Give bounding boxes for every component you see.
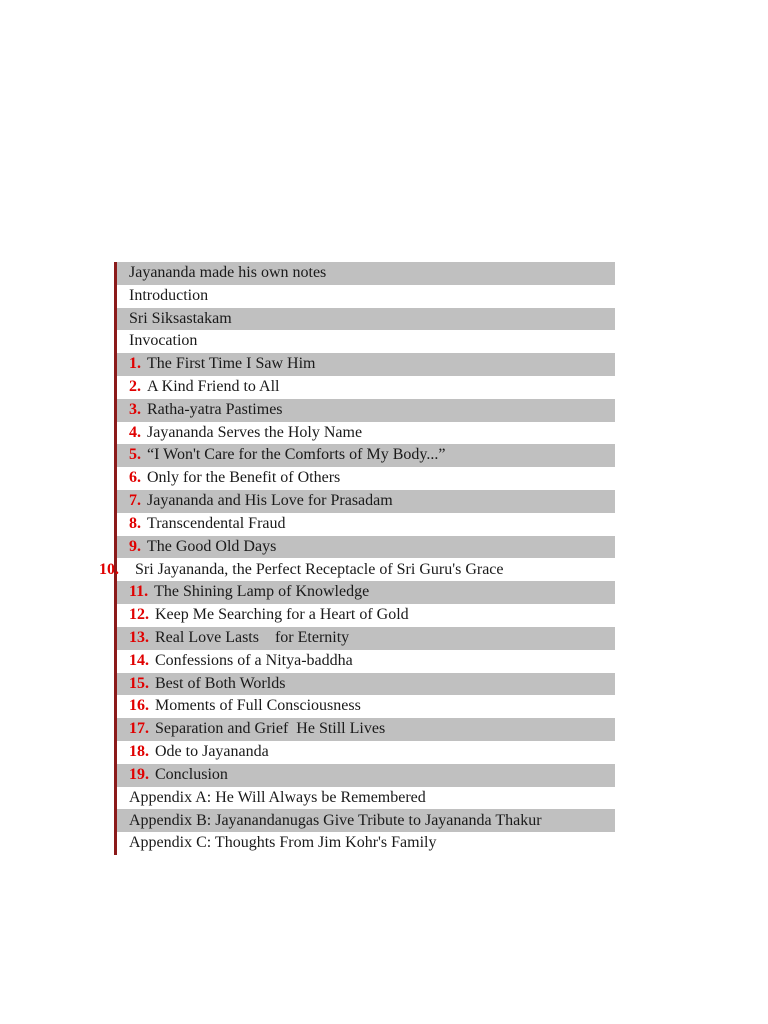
toc-entry-line	[129, 515, 286, 532]
toc-entry	[117, 513, 615, 536]
toc-entry-line	[129, 469, 340, 486]
toc-entry-title: Best of Both Worlds	[155, 674, 286, 692]
toc-entry-number: 1.	[129, 355, 141, 373]
toc-entry-line	[129, 629, 349, 646]
toc-entry-number: 6.	[129, 469, 141, 487]
toc-entry-number: 3.	[129, 400, 141, 418]
toc-entry	[117, 604, 615, 627]
toc-entry-title: Keep Me Searching for a Heart of Gold	[155, 606, 409, 624]
toc-entry-line: 10. Sri Jayananda, the Perfect Receptacle of Sri Guru's Grace	[99, 561, 504, 579]
table-of-contents	[99, 262, 615, 855]
toc-entry-number: 5.	[129, 446, 141, 464]
toc-entry-line	[129, 332, 197, 349]
toc-entry-line	[129, 606, 409, 623]
toc-entry-line	[129, 446, 445, 463]
toc-entry-number: 14.	[129, 651, 149, 669]
toc-entry-title: Only for the Benefit of Others	[147, 469, 341, 487]
toc-entry	[117, 262, 615, 285]
toc-entry	[117, 581, 615, 604]
toc-entry	[99, 558, 615, 581]
toc-entry-title: Real Love Lasts for Eternity	[155, 628, 350, 646]
toc-entry	[117, 444, 615, 467]
toc-entry	[117, 536, 615, 559]
toc-entry	[117, 764, 615, 787]
toc-entry	[117, 673, 615, 696]
toc-entry-line	[129, 492, 393, 509]
toc-entry-title: Jayananda made his own notes	[129, 264, 327, 281]
toc-entry	[117, 308, 615, 331]
toc-entry	[117, 809, 615, 832]
toc-entry-line	[129, 310, 232, 327]
toc-entry-line	[129, 720, 385, 737]
toc-entry-line	[129, 652, 353, 669]
toc-entry-number: 2.	[129, 377, 141, 395]
toc-entry	[117, 376, 615, 399]
toc-entry-line	[129, 287, 208, 304]
toc-entry-title: Jayananda and His Love for Prasadam	[147, 491, 393, 509]
toc-entry-number: 12.	[129, 606, 149, 624]
toc-entry-title: Appendix C: Thoughts From Jim Kohr's Family	[129, 834, 437, 852]
toc-entry-title: Jayananda Serves the Holy Name	[147, 423, 363, 441]
toc-entry-number: 8.	[129, 514, 141, 532]
toc-entry-line	[129, 675, 285, 692]
toc-entry-line	[129, 766, 228, 783]
toc-entry-title: Separation and Grief He Still Lives	[155, 720, 386, 738]
toc-entry-title: Appendix A: He Will Always be Remembered	[129, 788, 426, 806]
toc-entry-title: Ratha-yatra Pastimes	[147, 400, 283, 418]
toc-entry-line	[129, 264, 326, 281]
toc-entry	[117, 787, 615, 810]
toc-entry	[117, 718, 615, 741]
toc-entry	[117, 627, 615, 650]
toc-entry-line	[129, 538, 276, 555]
toc-entry-number: 19.	[129, 765, 149, 783]
toc-entry-number: 4.	[129, 423, 141, 441]
toc-entry-number: 16.	[129, 697, 149, 715]
toc-entry-line	[129, 789, 426, 806]
toc-entry	[117, 399, 615, 422]
toc-entry	[117, 695, 615, 718]
toc-entry-title: The First Time I Saw Him	[147, 355, 316, 373]
toc-entry	[117, 650, 615, 673]
toc-entry-title: Confessions of a Nitya-baddha	[155, 651, 353, 669]
toc-entry	[117, 330, 615, 353]
toc-entry-number: 11.	[129, 583, 149, 601]
toc-entry-title: “I Won't Care for the Comforts of My Body...”	[147, 446, 446, 464]
toc-entry-title: Ode to Jayananda	[155, 742, 269, 760]
toc-entry	[117, 467, 615, 490]
toc-entry-number: 17.	[129, 720, 149, 738]
toc-entry-line	[129, 355, 315, 372]
toc-entry-title: Conclusion	[155, 765, 228, 783]
toc-entry-title: Sri Jayananda, the Perfect Receptacle of Sri Guru's Grace	[135, 561, 504, 579]
toc-entry-line	[129, 401, 283, 418]
toc-entry	[117, 422, 615, 445]
toc-entry	[117, 285, 615, 308]
toc-entry-line	[129, 378, 279, 395]
toc-entry-line	[129, 583, 369, 600]
toc-entry-number: 7.	[129, 491, 141, 509]
toc-entry-title: The Shining Lamp of Knowledge	[154, 583, 370, 601]
toc-entry-title: Introduction	[129, 286, 209, 304]
toc-entry-number: 18.	[129, 742, 149, 760]
toc-entry-title: Invocation	[129, 332, 198, 350]
toc-entry-title: Appendix B: Jayanandanugas Give Tribute to Jayananda Thakur	[129, 812, 542, 830]
toc-entry-line	[129, 810, 615, 831]
toc-entry	[117, 490, 615, 513]
toc-entry-title: A Kind Friend to All	[147, 377, 280, 395]
toc-entry	[117, 741, 615, 764]
toc-entry	[117, 832, 615, 855]
toc-entry-line	[129, 424, 362, 441]
toc-entry-title: Transcendental Fraud	[147, 514, 286, 532]
toc-entry-line	[129, 743, 269, 760]
toc-entry-number: 15.	[129, 674, 149, 692]
toc-entry-line	[129, 697, 361, 714]
toc-entry-number: 13.	[129, 628, 149, 646]
toc-entry	[117, 353, 615, 376]
toc-entry-line	[129, 834, 437, 851]
toc-entry-number: 9.	[129, 537, 141, 555]
toc-entry-title: Sri Siksastakam	[129, 309, 232, 327]
toc-entry-title: The Good Old Days	[147, 537, 277, 555]
toc-entry-title: Moments of Full Consciousness	[155, 697, 361, 715]
